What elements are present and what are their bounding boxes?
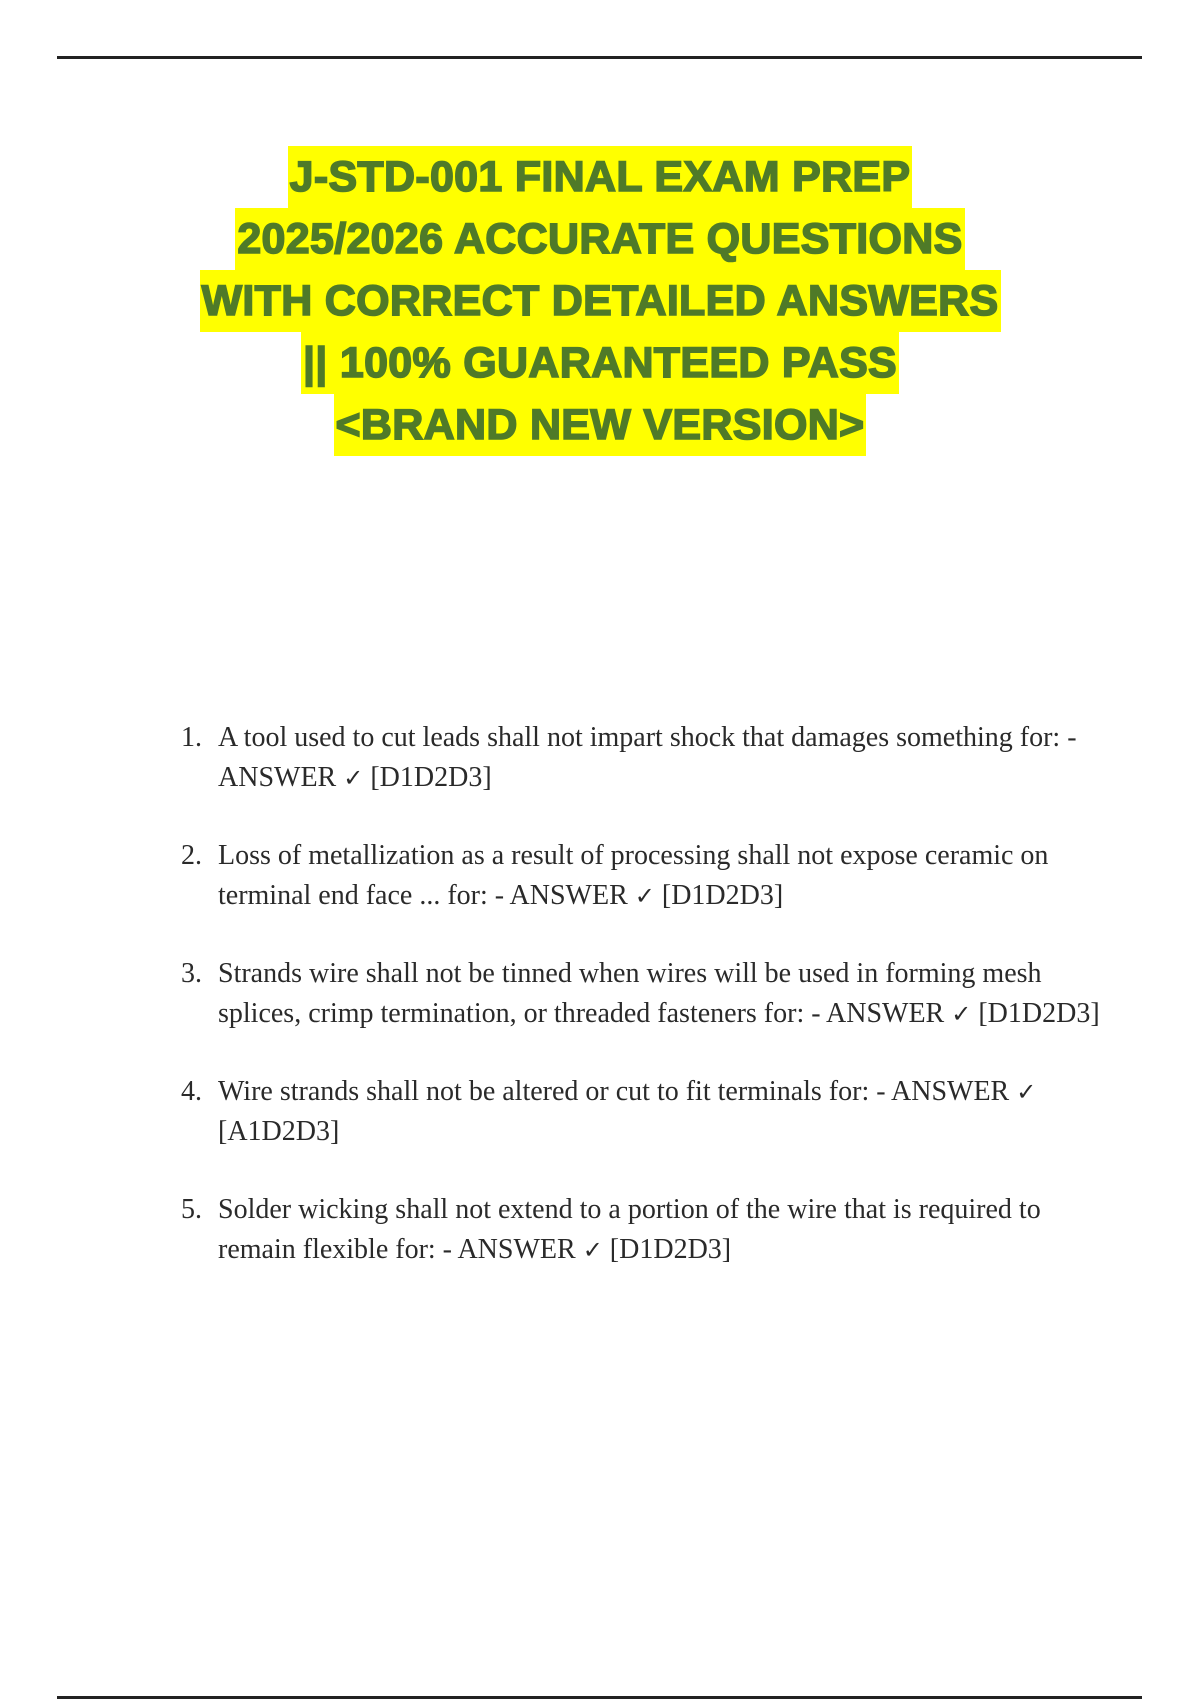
checkmark-icon: ✓ <box>951 1000 972 1028</box>
question-list <box>181 718 1101 1308</box>
question-text: Loss of metallization as a result of processing shall not expose ceramic on terminal end face ... for: - ANSWER <box>218 840 1049 911</box>
question-item <box>181 836 1101 916</box>
question-number: 1. <box>181 722 202 753</box>
document-title <box>0 146 1200 456</box>
question-item <box>181 1072 1101 1152</box>
title-line-2: 2025/2026 ACCURATE QUESTIONS <box>0 208 1200 270</box>
title-line-1: J-STD-001 FINAL EXAM PREP <box>0 146 1200 208</box>
question-number: 4. <box>181 1076 202 1107</box>
question-item <box>181 718 1101 798</box>
question-text: Solder wicking shall not extend to a portion of the wire that is required to remain flexible for: - ANSWER <box>218 1194 1041 1265</box>
checkmark-icon: ✓ <box>343 764 364 792</box>
question-text: Wire strands shall not be altered or cut to fit terminals for: - ANSWER <box>218 1076 1010 1107</box>
question-answer: [D1D2D3] <box>370 762 492 793</box>
title-line-3: WITH CORRECT DETAILED ANSWERS <box>0 270 1200 332</box>
question-item <box>181 954 1101 1034</box>
question-number: 5. <box>181 1194 202 1225</box>
checkmark-icon: ✓ <box>634 882 655 910</box>
question-text: Strands wire shall not be tinned when wires will be used in forming mesh splices, crimp termination, or threaded fasteners for: - ANSWER <box>218 958 1042 1029</box>
title-line-5: <BRAND NEW VERSION> <box>0 394 1200 456</box>
question-answer: [D1D2D3] <box>978 998 1100 1029</box>
question-answer: [D1D2D3] <box>609 1234 732 1265</box>
question-item <box>181 1190 1101 1270</box>
checkmark-icon: ✓ <box>582 1236 603 1264</box>
question-answer: [A1D2D3] <box>218 1116 340 1147</box>
question-number: 2. <box>181 840 202 871</box>
checkmark-icon: ✓ <box>1016 1078 1037 1106</box>
header-rule <box>57 56 1142 59</box>
question-answer: [D1D2D3] <box>661 880 784 911</box>
title-line-4: || 100% GUARANTEED PASS <box>0 332 1200 394</box>
question-number: 3. <box>181 958 202 989</box>
footer-rule <box>57 1696 1142 1699</box>
question-text: A tool used to cut leads shall not impart shock that damages something for: - ANSWER <box>218 722 1077 793</box>
